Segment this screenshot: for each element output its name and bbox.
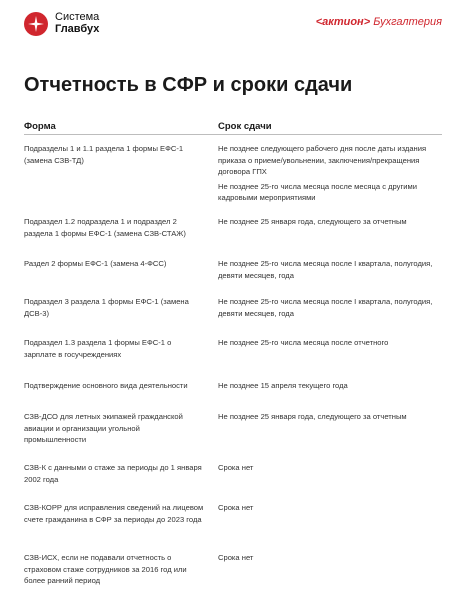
brand-line-1: Система (55, 11, 100, 23)
deadline-cell (218, 337, 442, 349)
buhgalteriya-wordmark: Бухгалтерия (373, 16, 442, 28)
deadline-cell (218, 502, 442, 514)
sistema-glavbukh-logo-icon (24, 12, 48, 36)
page-title: Отчетность в СФР и сроки сдачи (24, 74, 353, 96)
form-cell: Подраздел 1.3 раздела 1 формы ЕФС-1 о зарплате в госучреждениях (24, 338, 172, 359)
deadline-cell (218, 552, 442, 564)
header (0, 0, 466, 50)
deadline-text: Не позднее 25 января года, следующего за отчетным (218, 412, 407, 421)
deadline-text: Не позднее 25-го числа месяца после отчетного (218, 338, 389, 347)
deadline-cell (218, 258, 442, 281)
form-cell: Подраздел 3 раздела 1 формы ЕФС-1 (замена ДСВ-3) (24, 297, 189, 318)
deadline-text: Не позднее 25-го числа месяца после I квартала, полугодия, девяти месяцев, года (218, 259, 433, 280)
deadline-text: Не позднее следующего рабочего дня после даты издания приказа о приеме/увольнении, заключения/прекращения договора ГПХ (218, 144, 427, 176)
header-divider (24, 134, 442, 135)
deadline-cell (218, 216, 442, 228)
aktion-wordmark: <актион> (315, 16, 371, 28)
brand-name (55, 11, 99, 35)
brand-line-2: Главбух (55, 23, 100, 35)
column-header-form: Форма (24, 121, 56, 132)
form-cell: Подразделы 1 и 1.1 раздела 1 формы ЕФС-1 (замена СЗВ-ТД) (24, 144, 184, 165)
deadline-cell (218, 411, 442, 423)
deadline-cell (218, 380, 442, 392)
form-cell: Подтверждение основного вида деятельности (24, 381, 188, 390)
form-cell: Подраздел 1.2 подраздела 1 и подраздел 2 раздела 1 формы ЕФС-1 (замена СЗВ-СТАЖ) (24, 217, 186, 238)
column-header-deadline: Срок сдачи (218, 121, 272, 132)
deadline-text: Не позднее 15 апреля текущего года (218, 381, 348, 390)
deadline-text: Срока нет (218, 503, 254, 512)
deadline-text: Не позднее 25-го числа месяца после I квартала, полугодия, девяти месяцев, года (218, 297, 433, 318)
form-cell: СЗВ-К с данными о стаже за периоды до 1 января 2002 года (24, 463, 202, 484)
form-cell: СЗВ-ИСХ, если не подавали отчетность о страховом стаже сотрудников за 2016 год или более ранний период (24, 553, 187, 585)
deadline-text: Не позднее 25-го числа месяца после месяца с другими кадровыми мероприятиями (218, 181, 417, 202)
deadline-cell (218, 143, 442, 204)
form-cell: СЗВ-КОРР для исправления сведений на лицевом счете гражданина в СФР за периоды до 2023 года (24, 503, 204, 524)
aktion-buhgalteriya-logo (316, 16, 442, 28)
deadline-cell (218, 462, 442, 474)
deadline-text: Срока нет (218, 463, 254, 472)
deadline-text: Не позднее 25 января года, следующего за отчетным (218, 217, 407, 226)
deadline-text: Срока нет (218, 553, 254, 562)
form-cell: Раздел 2 формы ЕФС-1 (замена 4-ФСС) (24, 259, 167, 268)
deadline-cell (218, 296, 442, 319)
form-cell: СЗВ-ДСО для летных экипажей гражданской авиации и организации угольной промышленности (24, 412, 183, 444)
